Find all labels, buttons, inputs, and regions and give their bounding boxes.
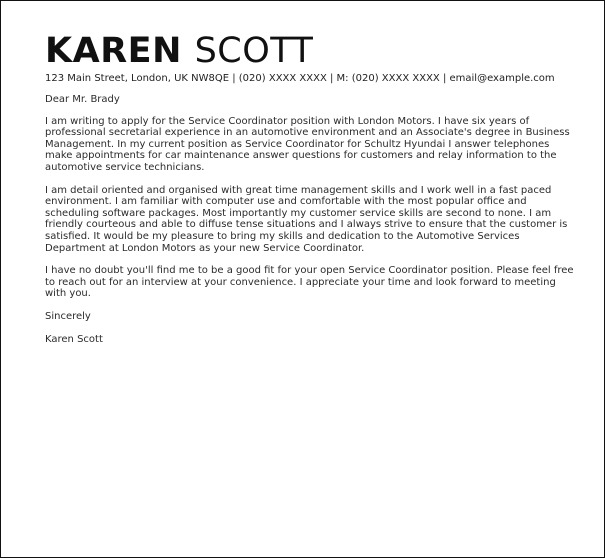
closing: Sincerely — [45, 310, 91, 322]
body-paragraph-3: I have no doubt you'll find me to be a good fit for your open Service Coordinator position. Please feel free to reach out for an interview at your convenience. I appreciate your time and look forward to meeting with you. — [45, 265, 574, 300]
signature-name: Karen Scott — [45, 333, 103, 345]
applicant-name — [45, 31, 313, 71]
contact-details: 123 Main Street, London, UK NW8QE | (020) XXXX XXXX | M: (020) XXXX XXXX | email@example.com — [45, 73, 555, 84]
salutation: Dear Mr. Brady — [45, 94, 120, 105]
applicant-first-name: KAREN — [45, 31, 182, 71]
letter-body — [45, 94, 575, 345]
body-paragraph-1: I am writing to apply for the Service Coordinator position with London Motors. I have six years of professional secretarial experience in an automotive environment and an Associate's degree in Business Management. In my current position as Service Coordinator for Schultz Hyundai I answer telephones make appointments for car maintenance answer questions for customers and relay information to the automotive service technicians. — [45, 115, 570, 173]
applicant-last-name: SCOTT — [194, 31, 314, 71]
body-paragraph-2: I am detail oriented and organised with great time management skills and I work well in a fast paced environment. I am familiar with computer use and comfortable with the most popular office and scheduling software packages. Most importantly my customer service skills are second to none. I am friendly courteous and able to diffuse tense situations and I always strive to ensure that the customer is satisfied. It would be my pleasure to bring my skills and dedication to the Automotive Services Department at London Motors as your new Service Coordinator. — [45, 184, 568, 254]
